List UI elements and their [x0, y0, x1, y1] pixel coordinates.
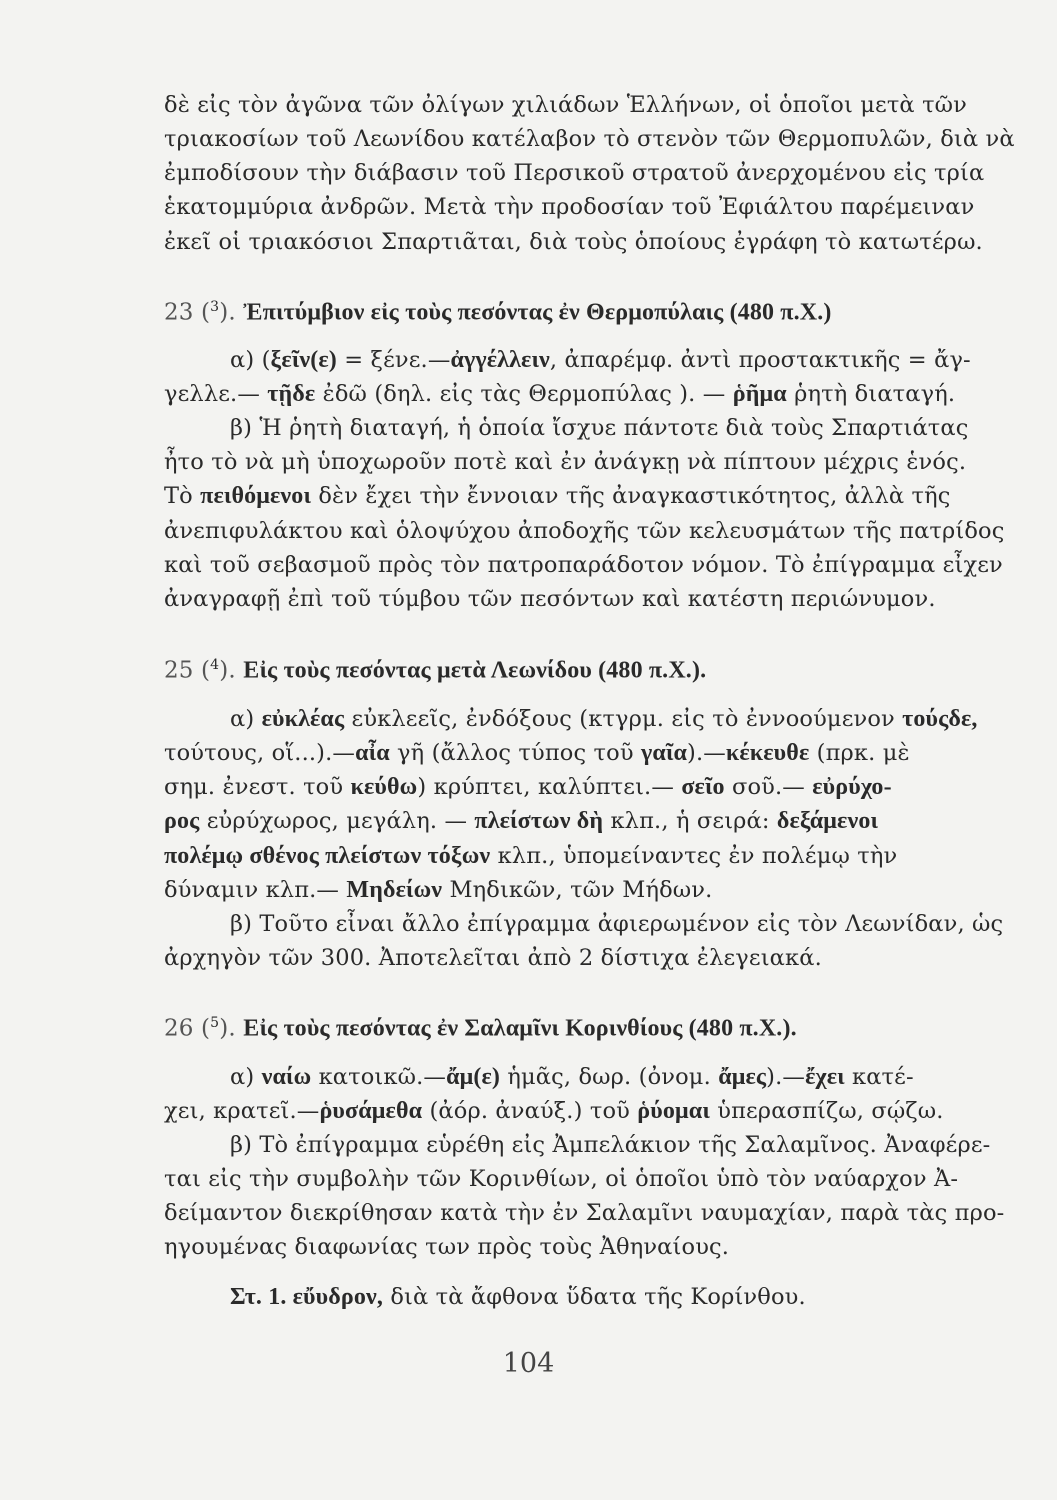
text-line: β) Τὸ ἐπίγραμμα εὑρέθη εἰς Ἀμπελάκιον τῆς Σαλαμῖνος. Ἀναφέρε- [230, 1132, 991, 1158]
text-line: δὲ εἰς τὸν ἀγῶνα τῶν ὀλίγων χιλιάδων Ἑλλήνων, οἱ ὁποῖοι μετὰ τῶν [164, 92, 967, 118]
footnote-ref: 5 [210, 1015, 220, 1031]
text-line: ἀνεπιφυλάκτου καὶ ὁλοψύχου ἀποδοχῆς τῶν κελευσμάτων τῆς πατρίδος [164, 518, 1005, 544]
text-line: χει, κρατεῖ.—ῥυσάμεθα (ἀόρ. ἀναύξ.) τοῦ ῥύομαι ὑπερασπίζω, σῴζω. [164, 1098, 944, 1124]
text-line: Στ. 1. εὔυδρον, διὰ τὰ ἄφθονα ὕδατα τῆς Κορίνθου. [230, 1284, 806, 1310]
text-line: καὶ τοῦ σεβασμοῦ πρὸς τὸν πατροπαράδοτον νόμον. Τὸ ἐπίγραμμα εἶχεν [164, 552, 1003, 578]
text-line: β) Τοῦτο εἶναι ἄλλο ἐπίγραμμα ἀφιερωμένον εἰς τὸν Λεωνίδαν, ὡς [230, 911, 1004, 937]
section-heading-25 [164, 650, 1024, 686]
text-line: β) Ἡ ῥητὴ διαταγή, ἡ ὁποία ἴσχυε πάντοτε διὰ τοὺς Σπαρτιάτας [230, 415, 969, 441]
page-number: 104 [502, 1348, 555, 1379]
section-number: 25 ( [164, 657, 211, 684]
text-line: τούτους, οἵ...).—αἶα γῆ (ἄλλος τύπος τοῦ γαῖα).—κέκευθε (πρκ. μὲ [164, 740, 910, 766]
text-line: δύναμιν κλπ.— Μηδείων Μηδικῶν, τῶν Μήδων. [164, 877, 713, 903]
section-heading-23 [164, 292, 1024, 328]
text-line: γελλε.— τῇδε ἐδῶ (δηλ. εἰς τὰς Θερμοπύλας ). — ῥῆμα ῥητὴ διαταγή. [164, 381, 956, 407]
text-line: ἑκατομμύρια ἀνδρῶν. Μετὰ τὴν προδοσίαν τοῦ Ἐφιάλτου παρέμειναν [164, 194, 975, 220]
section-number-close: ). [219, 299, 236, 326]
section-title: Ἐπιτύμβιον εἰς τοὺς πεσόντας ἐν Θερμοπύλαις (480 π.Χ.) [243, 299, 832, 326]
text-line: α) ναίω κατοικῶ.—ἄμ(ε) ἡμᾶς, δωρ. (ὀνομ. ἄμες).—ἔχει κατέ- [230, 1064, 914, 1090]
text-line: α) εὐκλέας εὐκλεεῖς, ἐνδόξους (κτγρμ. εἰς τὸ ἐννοούμενον τούςδε, [230, 706, 978, 732]
text-line: ἀρχηγὸν τῶν 300. Ἀποτελεῖται ἀπὸ 2 δίστιχα ἐλεγειακά. [164, 945, 822, 971]
footnote-ref: 4 [210, 657, 220, 673]
section-number: 26 ( [164, 1015, 211, 1042]
text-line: σημ. ἐνεστ. τοῦ κεύθω) κρύπτει, καλύπτει.— σεῖο σοῦ.— εὐρύχο- [164, 774, 892, 800]
section-number-close: ). [219, 657, 236, 684]
text-line: α) (ξεῖν(ε) = ξένε.—ἀγγέλλειν, ἀπαρέμφ. ἀντὶ προστακτικῆς = ἄγ- [230, 347, 971, 373]
text-line: ρος εὐρύχωρος, μεγάλη. — πλείστων δὴ κλπ., ἡ σειρά: δεξάμενοι [164, 808, 879, 834]
section-title: Εἰς τοὺς πεσόντας ἐν Σαλαμῖνι Κορινθίους (480 π.Χ.). [243, 1015, 797, 1042]
section-heading-26 [164, 1008, 1024, 1044]
footnote-ref: 3 [210, 299, 220, 315]
text-line: ἐμποδίσουν τὴν διάβασιν τοῦ Περσικοῦ στρατοῦ ἀνερχομένου εἰς τρία [164, 160, 985, 186]
text-line: τριακοσίων τοῦ Λεωνίδου κατέλαβον τὸ στενὸν τῶν Θερμοπυλῶν, διὰ νὰ [164, 126, 1015, 152]
text-line: ἦτο τὸ νὰ μὴ ὑποχωροῦν ποτὲ καὶ ἐν ἀνάγκῃ νὰ πίπτουν μέχρις ἑνός. [164, 449, 967, 475]
text-line: ηγουμένας διαφωνίας των πρὸς τοὺς Ἀθηναίους. [164, 1234, 730, 1260]
text-line: δείμαντον διεκρίθησαν κατὰ τὴν ἐν Σαλαμῖνι ναυμαχίαν, παρὰ τὰς προ- [164, 1200, 1005, 1226]
text-line: πολέμῳ σθένος πλείστων τόξων κλπ., ὑπομείναντες ἐν πολέμῳ τὴν [164, 843, 898, 869]
text-line: ἀναγραφῇ ἐπὶ τοῦ τύμβου τῶν πεσόντων καὶ κατέστη περιώνυμον. [164, 586, 936, 612]
text-line: ἐκεῖ οἱ τριακόσιοι Σπαρτιᾶται, διὰ τοὺς ὁποίους ἐγράφη τὸ κατωτέρω. [164, 229, 983, 255]
section-number-close: ). [219, 1015, 236, 1042]
text-line: ται εἰς τὴν συμβολὴν τῶν Κορινθίων, οἱ ὁποῖοι ὑπὸ τὸν ναύαρχον Ἀ- [164, 1166, 959, 1192]
text-line: Τὸ πειθόμενοι δὲν ἔχει τὴν ἔννοιαν τῆς ἀναγκαστικότητος, ἀλλὰ τῆς [164, 483, 951, 509]
section-title: Εἰς τοὺς πεσόντας μετὰ Λεωνίδου (480 π.Χ.). [243, 657, 707, 684]
section-number: 23 ( [164, 299, 211, 326]
